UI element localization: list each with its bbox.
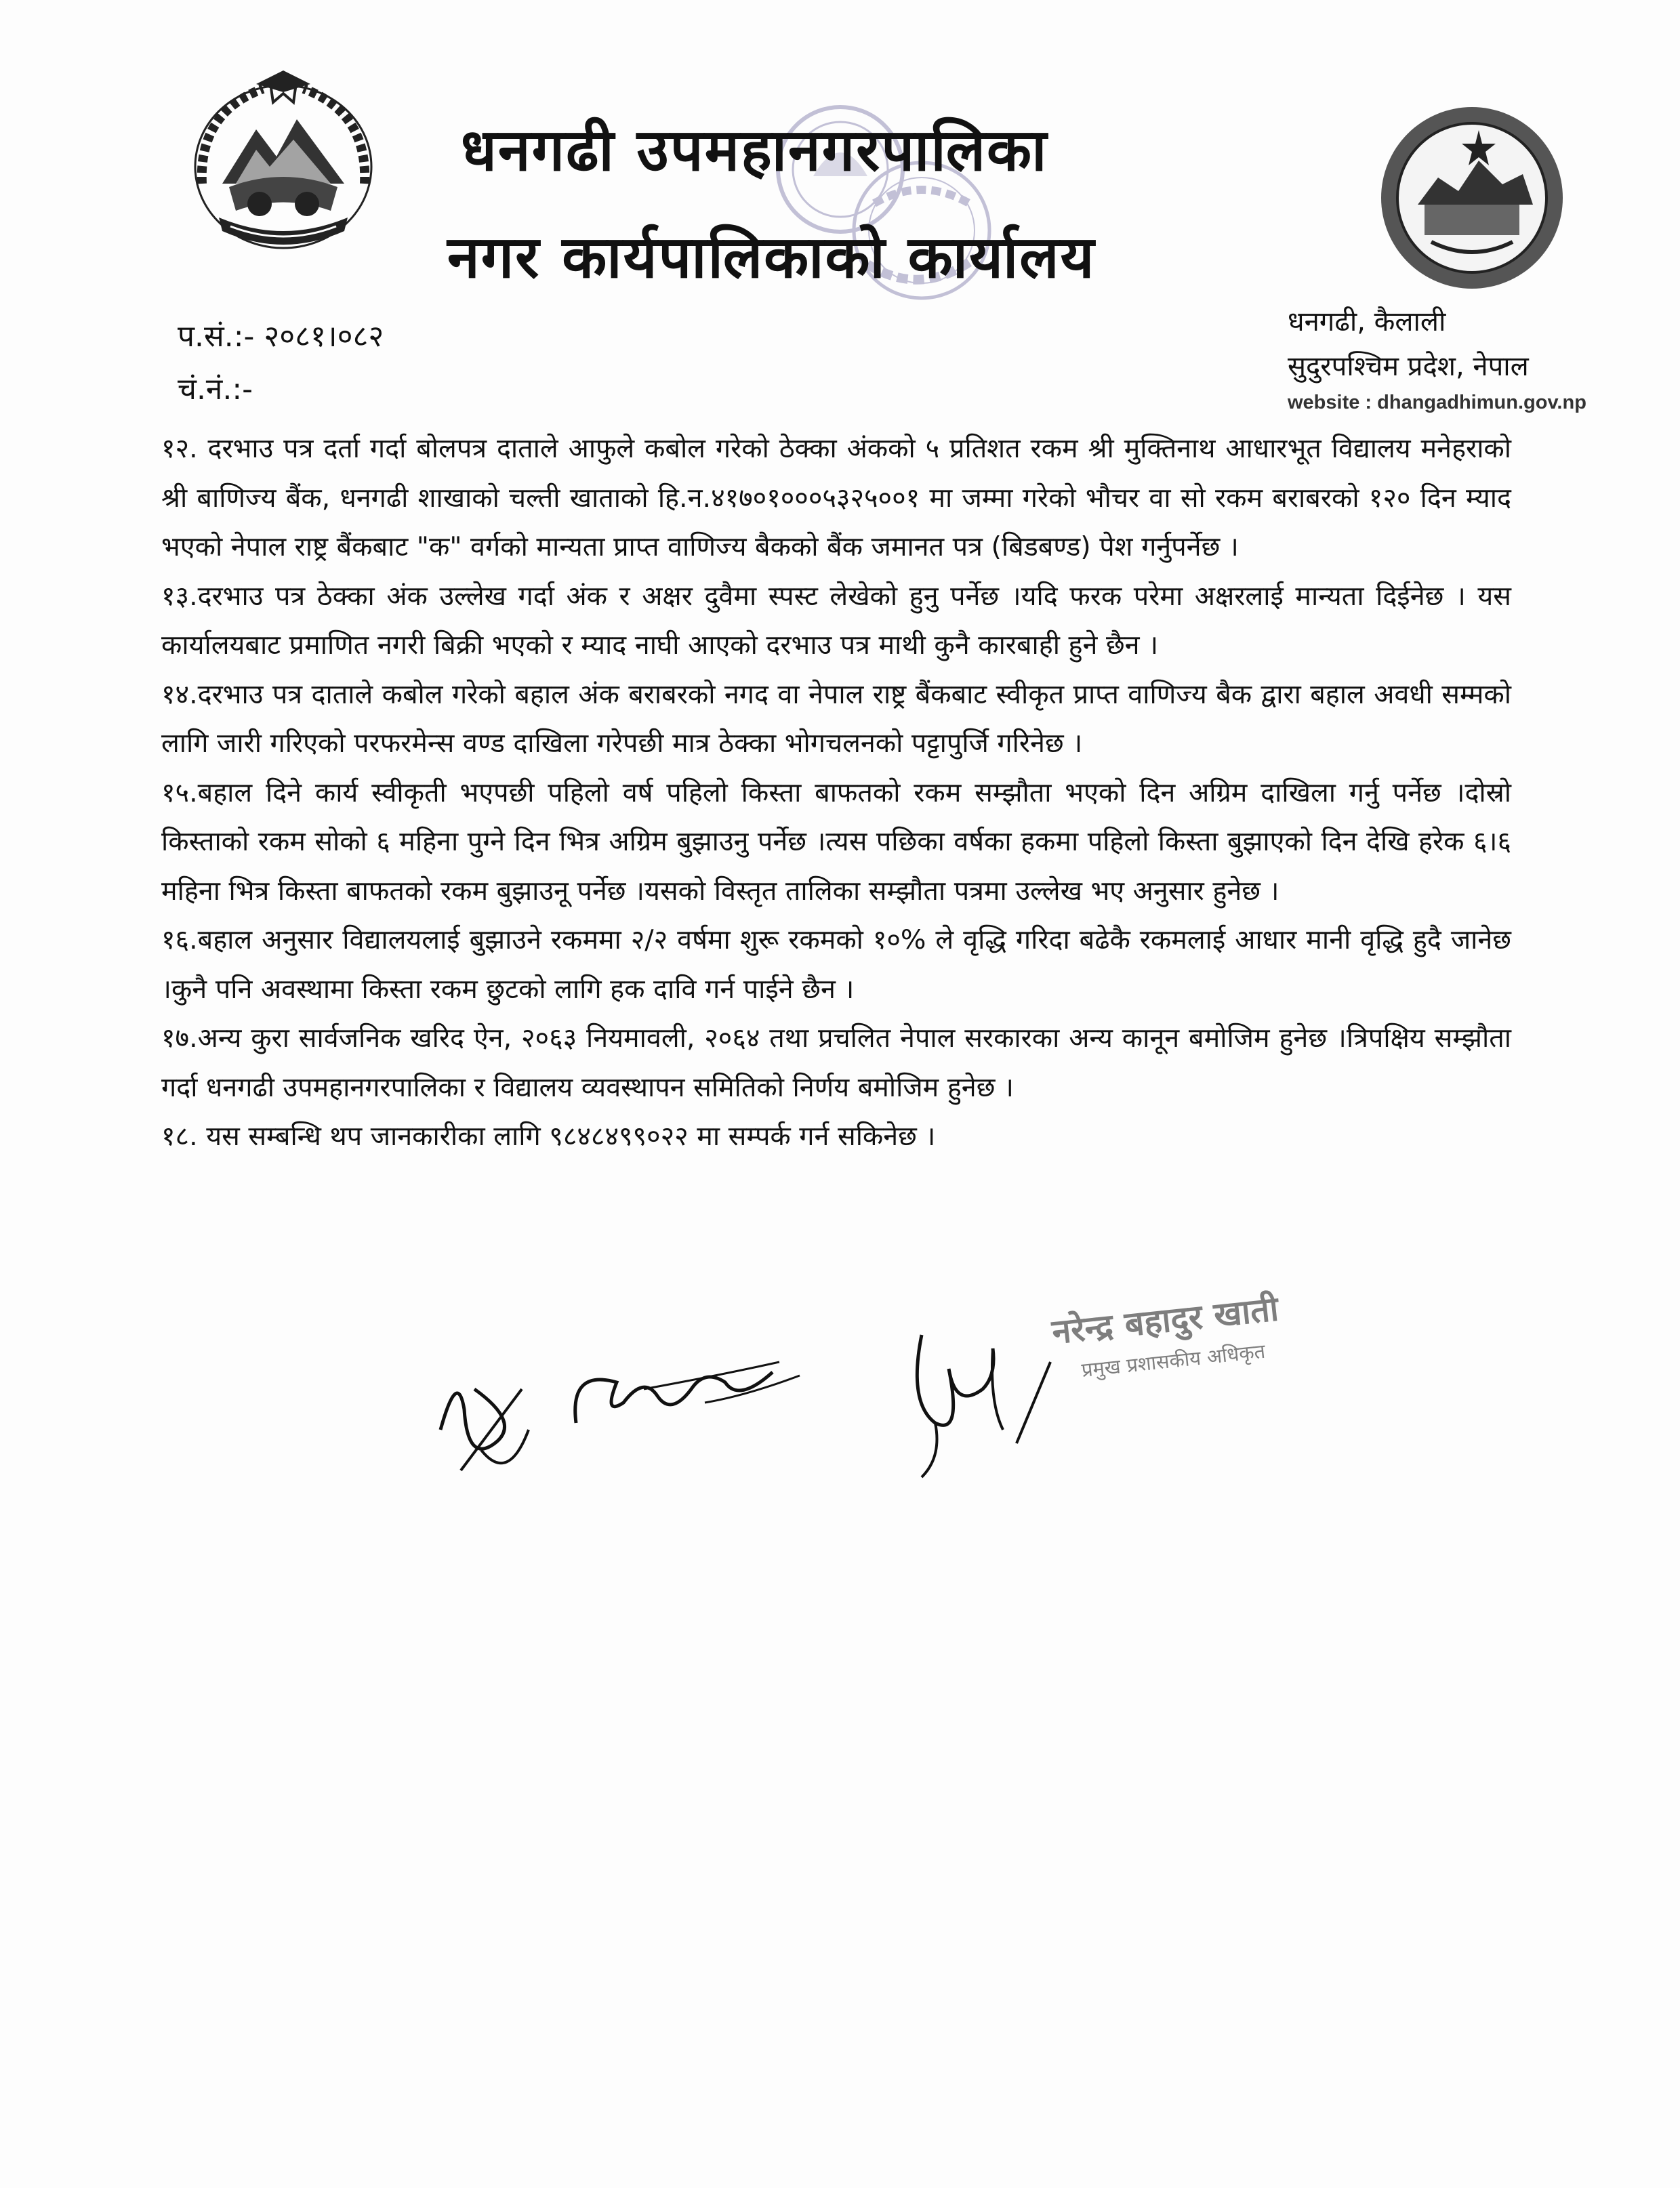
letter-body: [161, 424, 1511, 1161]
clause-18: १८. यस सम्बन्धि थप जानकारीका लागि ९८४८४९९०२२ मा सम्पर्क गर्न सकिनेछ ।: [161, 1121, 936, 1152]
clause-15: १५.बहाल दिने कार्य स्वीकृती भएपछी पहिलो वर्ष पहिलो किस्ता बाफतको रकम सम्झौता भएको दिन अग्रिम दाखिला गर्नु पर्नेछ ।दोस्रो किस्ताको रकम सोको ६ महिना पुग्ने दिन भित्र अग्रिम बुझाउनु पर्नेछ ।त्यस पछिका वर्षका हकमा पहिलो किस्ता बुझाएको दिन देखि हरेक ६।६ महिना भित्र किस्ता बाफतको रकम बुझाउनू पर्नेछ ।यसको विस्तृत तालिका सम्झौता पत्रमा उल्लेख भए अनुसार हुनेछ ।: [161, 777, 1511, 907]
clause-13: १३.दरभाउ पत्र ठेक्का अंक उल्लेख गर्दा अंक र अक्षर दुवैमा स्पस्ट लेखेको हुनु पर्नेछ ।यदि फरक परेमा अक्षरलाई मान्यता दिईनेछ । यस कार्यालयबाट प्रमाणित नगरी बिक्री भएको र म्याद नाघी आएको दरभाउ पत्र माथी कुनै कारबाही हुने छैन ।: [161, 580, 1511, 661]
signature-2-icon: [575, 1362, 800, 1423]
office-address: [1288, 300, 1586, 416]
municipality-logo-icon: [1377, 103, 1567, 293]
patra-sankhya: प.सं.:- २०८१।०८२: [178, 319, 384, 354]
officer-stamp: [1050, 1289, 1282, 1383]
office-subtitle: नगर कार्यपालिकाको कार्यालय: [447, 224, 1096, 291]
reference-block: [178, 310, 384, 416]
nepal-emblem-icon: [182, 65, 385, 262]
officer-name: नरेन्द्र बहादुर खाती: [1050, 1289, 1281, 1353]
address-province: सुदुरपश्चिम प्रदेश, नेपाल: [1288, 351, 1529, 382]
signature-3-icon: [917, 1335, 1050, 1477]
clause-12: १२. दरभाउ पत्र दर्ता गर्दा बोलपत्र दाताले आफुले कबोल गरेको ठेक्का अंकको ५ प्रतिशत रकम श्री मुक्तिनाथ आधारभूत विद्यालय मनेहराको श्री बाणिज्य बैंक, धनगढी शाखाको चल्ती खाताको हि.न.४१७०१०००५३२५००१ मा जम्मा गरेको भौचर वा सो रकम बराबरको १२० दिन म्याद भएको नेपाल राष्ट्र बैंकबाट "क" वर्गको मान्यता प्राप्त वाणिज्य बैकको बैंक जमानत पत्र (बिडबण्ड) पेश गर्नुपर्नेछ ।: [161, 433, 1511, 562]
office-title: धनगढी उपमहानगरपालिका: [461, 117, 1048, 184]
clause-17: १७.अन्य कुरा सार्वजनिक खरिद ऐन, २०६३ नियमावली, २०६४ तथा प्रचलित नेपाल सरकारका अन्य कानून बमोजिम हुनेछ ।त्रिपक्षिय सम्झौता गर्दा धनगढी उपमहानगरपालिका र विद्यालय व्यवस्थापन समितिको निर्णय बमोजिम हुनेछ ।: [161, 1023, 1511, 1103]
chalani-number: चं.नं.:-: [178, 372, 253, 407]
clause-16: १६.बहाल अनुसार विद्यालयलाई बुझाउने रकममा २/२ वर्षमा शुरू रकमको १०% ले वृद्धि गरिदा बढेकै रकमलाई आधार मानी वृद्धि हुदै जानेछ ।कुनै पनि अवस्थामा किस्ता रकम छुटको लागि हक दावि गर्न पाईने छैन ।: [161, 924, 1511, 1005]
signature-1-icon: [441, 1389, 529, 1470]
website-text: website : dhangadhimun.gov.np: [1288, 392, 1586, 413]
clause-14: १४.दरभाउ पत्र दाताले कबोल गरेको बहाल अंक बराबरको नगद वा नेपाल राष्ट्र बैंकबाट स्वीकृत प्राप्त वाणिज्य बैक द्वारा बहाल अवधी सम्मको लागि जारी गरिएको परफरमेन्स वण्ड दाखिला गरेपछी मात्र ठेक्का भोगचलनको पट्टापुर्जि गरिनेछ ।: [161, 678, 1511, 759]
officer-title: प्रमुख प्रशासकीय अधिकृत: [1080, 1339, 1267, 1382]
address-city: धनगढी, कैलाली: [1288, 306, 1446, 337]
